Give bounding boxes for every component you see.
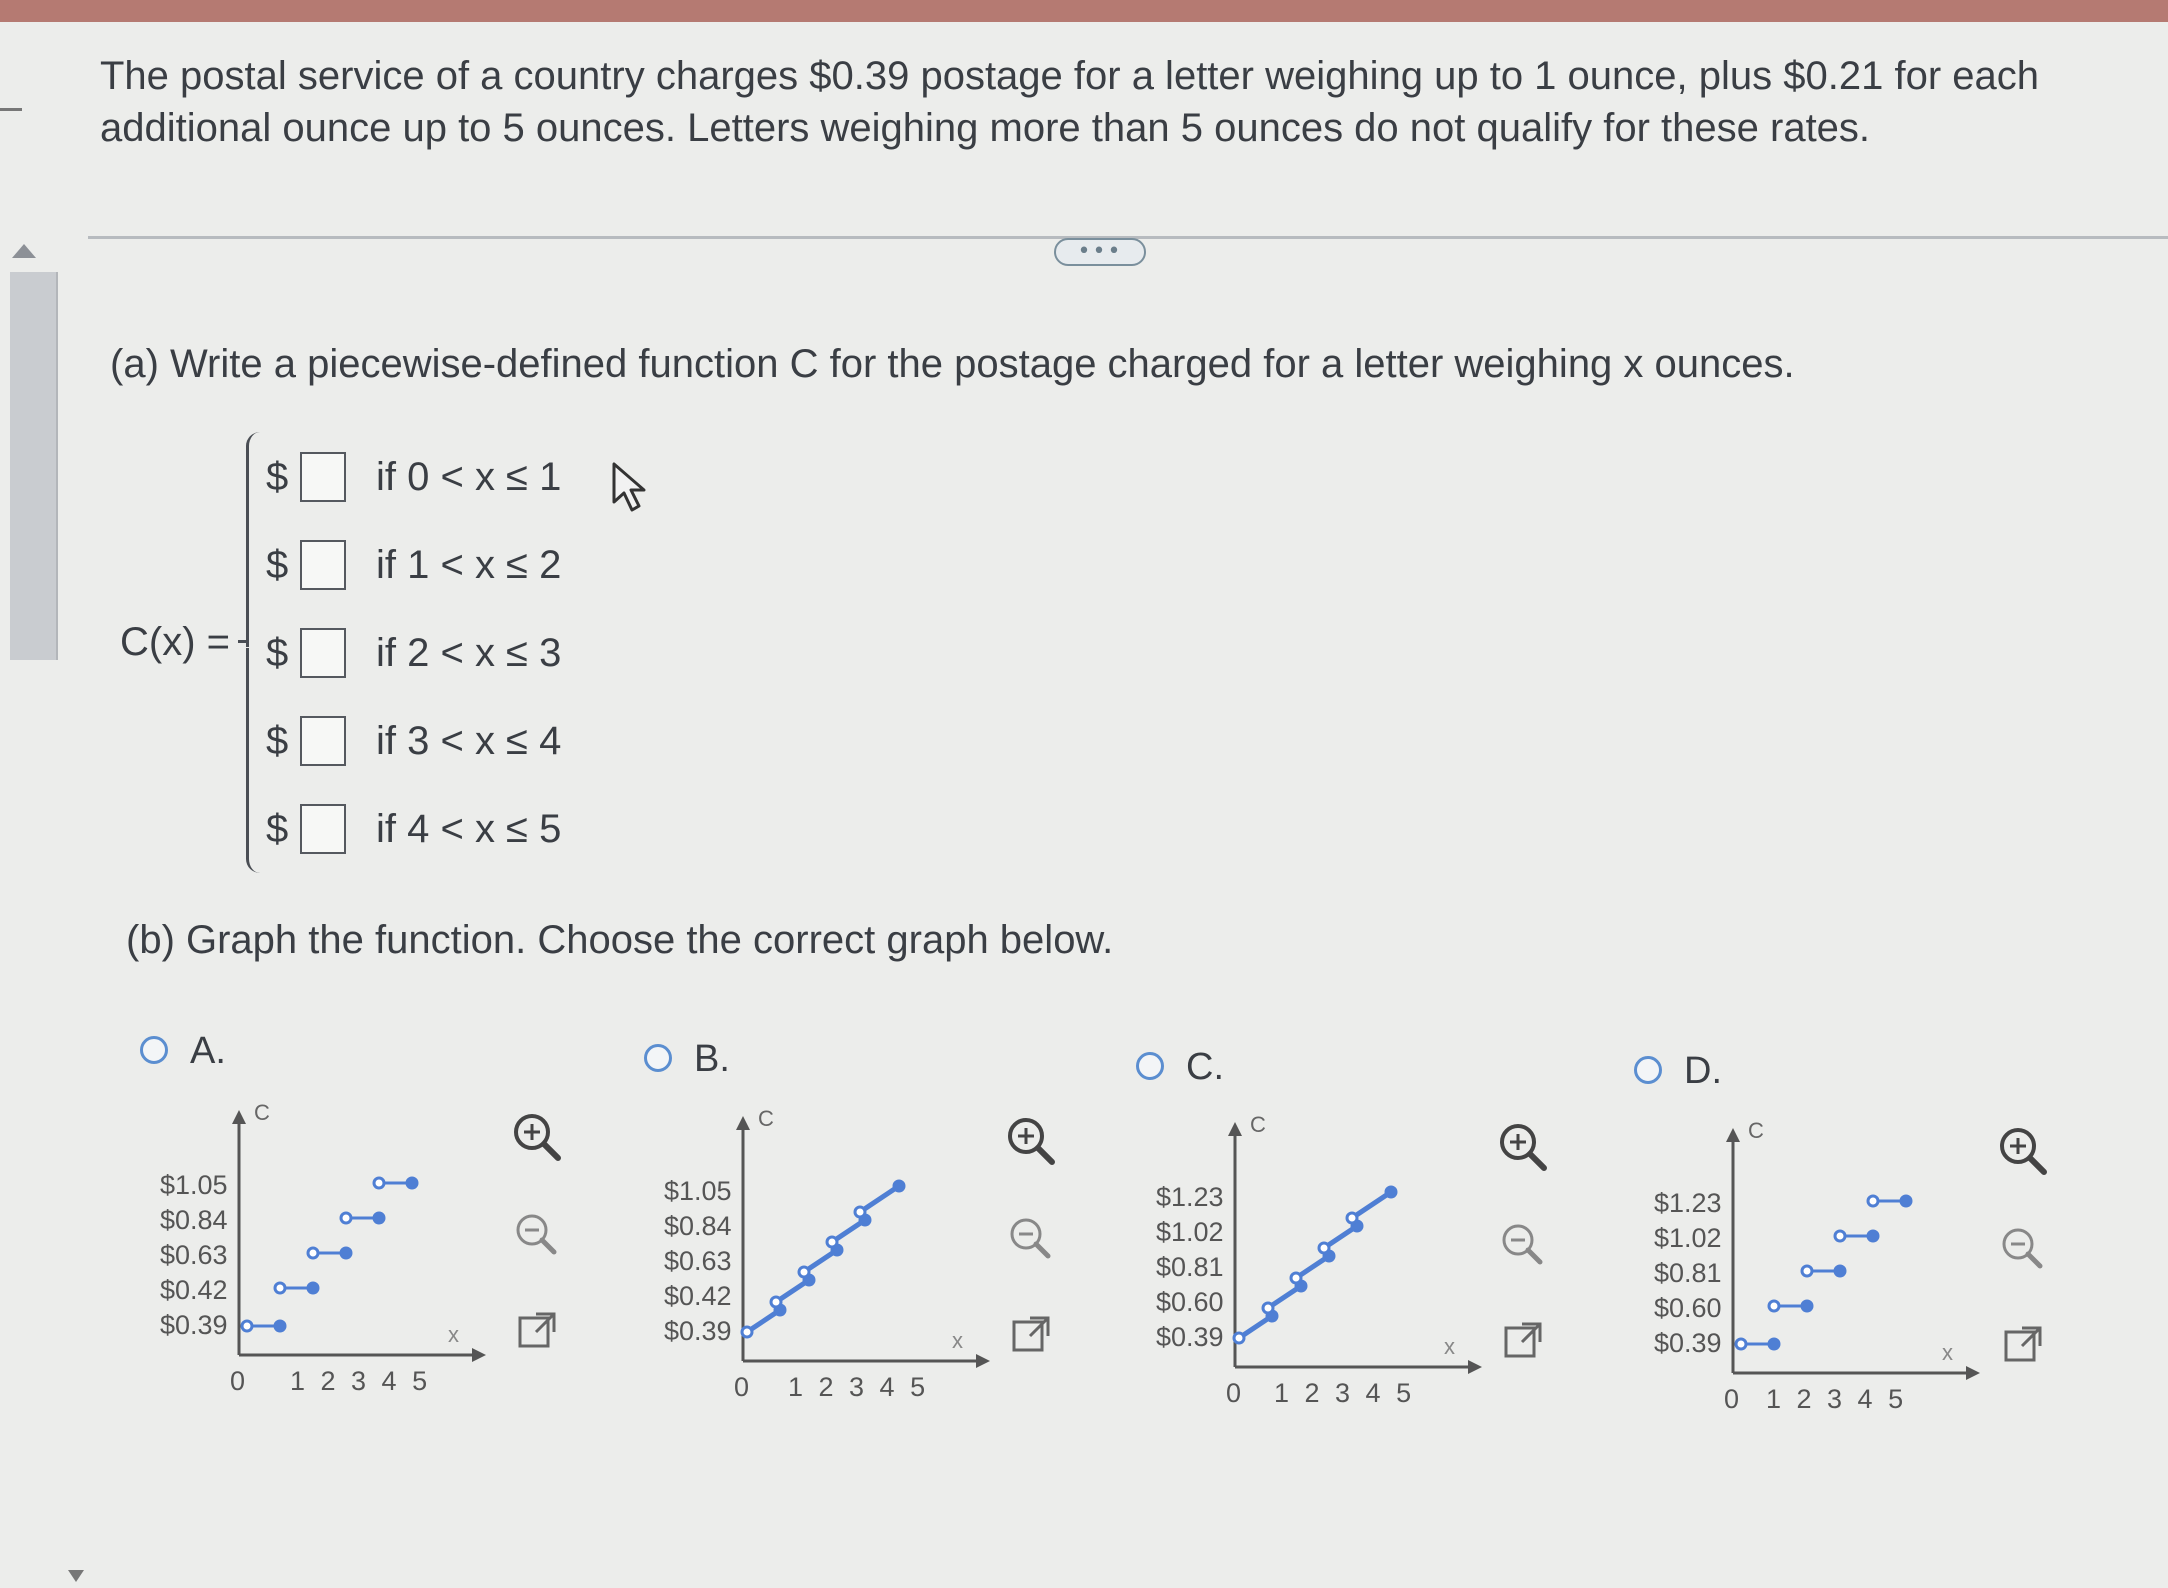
piece-row-1 [266, 447, 561, 507]
option-a-graph [150, 1090, 500, 1410]
scrollbar-thumb[interactable] [10, 272, 58, 660]
origin-label: 0 [230, 1366, 246, 1396]
closed-endpoint [341, 1248, 351, 1258]
open-endpoint [341, 1213, 351, 1223]
piece-row-2 [266, 535, 561, 595]
open-endpoint [308, 1248, 318, 1258]
open-endpoint [1835, 1231, 1845, 1241]
closed-endpoint [1386, 1187, 1396, 1197]
y-tick-label: $1.02 [1156, 1217, 1224, 1247]
answer-box-5[interactable] [300, 804, 346, 854]
y-tick-label: $0.84 [160, 1205, 228, 1235]
dollar-sign: $ [266, 454, 289, 499]
y-axis-letter: C [1250, 1112, 1266, 1137]
x-tick-labels: 1 2 3 4 5 [290, 1366, 432, 1396]
y-tick-label: $0.39 [1654, 1328, 1722, 1358]
y-tick-label: $1.23 [1654, 1188, 1722, 1218]
open-endpoint [1347, 1213, 1357, 1223]
option-c-radio[interactable] [1136, 1052, 1164, 1080]
y-tick-label: $1.05 [664, 1176, 732, 1206]
option-d-graph [1644, 1108, 1994, 1428]
x-tick-labels: 1 2 3 4 5 [1766, 1384, 1908, 1414]
zoom-in-icon[interactable] [508, 1108, 564, 1164]
x-axis-arrow [472, 1348, 486, 1362]
dollar-sign: $ [266, 718, 289, 763]
open-endpoint [799, 1267, 809, 1277]
dollar-sign: $ [266, 630, 289, 675]
closed-endpoint [1868, 1231, 1878, 1241]
open-endpoint [855, 1207, 865, 1217]
open-endpoint [827, 1237, 837, 1247]
condition-3: if 2 < x ≤ 3 [376, 630, 562, 675]
brace [246, 432, 260, 647]
zoom-out-icon[interactable] [1496, 1218, 1546, 1268]
slanted-segment [860, 1186, 899, 1212]
y-tick-label: $0.60 [1156, 1287, 1224, 1317]
y-axis-arrow [736, 1116, 750, 1130]
y-axis-letter: C [1748, 1118, 1764, 1143]
open-in-new-window-icon[interactable] [1500, 1318, 1546, 1364]
closed-endpoint [1901, 1196, 1911, 1206]
x-axis-arrow [1468, 1360, 1482, 1374]
open-endpoint [1736, 1339, 1746, 1349]
function-label: C(x) = [120, 620, 230, 664]
open-endpoint [1234, 1333, 1244, 1343]
condition-2: if 1 < x ≤ 2 [376, 542, 562, 587]
open-endpoint [1868, 1196, 1878, 1206]
scroll-down-arrow-icon[interactable] [68, 1570, 84, 1582]
option-a-radio[interactable] [140, 1036, 168, 1064]
answer-box-3[interactable] [300, 628, 346, 678]
option-c-label: C. [1186, 1046, 1224, 1088]
question-text: The postal service of a country charges $0.39 postage for a letter weighing up to 1 ounce, plus $0.21 for each additional ounce up to 5 ounces. Letters weighing more than 5 ounces do not qualify for these rates. [100, 54, 2039, 150]
open-in-new-window-icon[interactable] [1008, 1312, 1054, 1358]
y-tick-label: $0.84 [664, 1211, 732, 1241]
option-c-graph [1146, 1102, 1496, 1422]
more-options-button[interactable]: ••• [1054, 238, 1146, 266]
part-b-prompt: (b) Graph the function. Choose the correct graph below. [126, 918, 1114, 962]
closed-endpoint [894, 1181, 904, 1191]
open-in-new-window-icon[interactable] [514, 1308, 560, 1354]
closed-endpoint [308, 1283, 318, 1293]
dollar-sign: $ [266, 542, 289, 587]
open-in-new-window-icon[interactable] [2000, 1322, 2046, 1368]
answer-box-4[interactable] [300, 716, 346, 766]
y-tick-label: $0.42 [160, 1275, 228, 1305]
zoom-out-icon[interactable] [1004, 1212, 1054, 1262]
open-endpoint [742, 1327, 752, 1337]
y-tick-label: $1.23 [1156, 1182, 1224, 1212]
brace [246, 648, 260, 873]
x-axis-letter: x [1444, 1334, 1455, 1359]
origin-label: 0 [734, 1372, 750, 1402]
zoom-in-icon[interactable] [1494, 1118, 1550, 1174]
x-tick-labels: 1 2 3 4 5 [788, 1372, 930, 1402]
piece-row-4 [266, 711, 561, 771]
y-tick-label: $1.05 [160, 1170, 228, 1200]
open-endpoint [1802, 1266, 1812, 1276]
y-tick-label: $1.02 [1654, 1223, 1722, 1253]
x-axis-letter: x [1942, 1340, 1953, 1365]
open-endpoint [242, 1321, 252, 1331]
closed-endpoint [1769, 1339, 1779, 1349]
y-tick-label: $0.81 [1654, 1258, 1722, 1288]
origin-label: 0 [1226, 1378, 1242, 1408]
open-endpoint [1319, 1243, 1329, 1253]
origin-label: 0 [1724, 1384, 1740, 1414]
closed-endpoint [275, 1321, 285, 1331]
x-axis-arrow [976, 1354, 990, 1368]
option-a-label: A. [190, 1030, 226, 1072]
closed-endpoint [407, 1178, 417, 1188]
y-axis-letter: C [254, 1100, 270, 1125]
option-d-label: D. [1684, 1050, 1722, 1092]
piece-row-3 [266, 623, 561, 683]
zoom-in-icon[interactable] [1994, 1122, 2050, 1178]
y-tick-label: $0.39 [664, 1316, 732, 1346]
zoom-out-icon[interactable] [1996, 1222, 2046, 1272]
y-axis-arrow [1228, 1122, 1242, 1136]
piece-row-5 [266, 799, 561, 859]
condition-1: if 0 < x ≤ 1 [376, 454, 562, 499]
brace-tip [238, 640, 248, 643]
closed-endpoint [1835, 1266, 1845, 1276]
closed-endpoint [374, 1213, 384, 1223]
x-axis-letter: x [448, 1322, 459, 1347]
condition-5: if 4 < x ≤ 5 [376, 806, 562, 851]
y-tick-label: $0.39 [160, 1310, 228, 1340]
option-b-radio[interactable] [644, 1044, 672, 1072]
y-tick-label: $0.39 [1156, 1322, 1224, 1352]
open-endpoint [275, 1283, 285, 1293]
answer-box-1[interactable] [300, 452, 346, 502]
part-a-prompt: (a) Write a piecewise-defined function C for the postage charged for a letter weighing x ounces. [110, 342, 1795, 386]
y-tick-label: $0.63 [664, 1246, 732, 1276]
answer-box-2[interactable] [300, 540, 346, 590]
closed-endpoint [1802, 1301, 1812, 1311]
option-b-graph [654, 1096, 1004, 1416]
y-tick-label: $0.81 [1156, 1252, 1224, 1282]
option-d-radio[interactable] [1634, 1056, 1662, 1084]
open-endpoint [771, 1297, 781, 1307]
scroll-up-arrow-icon[interactable] [12, 244, 36, 258]
mouse-pointer-icon [610, 462, 656, 516]
dollar-sign: $ [266, 806, 289, 851]
left-edge-mark [0, 108, 22, 111]
x-tick-labels: 1 2 3 4 5 [1274, 1378, 1416, 1408]
y-axis-arrow [1726, 1128, 1740, 1142]
open-endpoint [1263, 1303, 1273, 1313]
x-axis-letter: x [952, 1328, 963, 1353]
top-bar [0, 0, 2168, 22]
condition-4: if 3 < x ≤ 4 [376, 718, 562, 763]
open-endpoint [1769, 1301, 1779, 1311]
y-axis-letter: C [758, 1106, 774, 1131]
zoom-out-icon[interactable] [510, 1208, 560, 1258]
y-axis-arrow [232, 1110, 246, 1124]
zoom-in-icon[interactable] [1002, 1112, 1058, 1168]
y-tick-label: $0.63 [160, 1240, 228, 1270]
open-endpoint [374, 1178, 384, 1188]
option-b-label: B. [694, 1038, 730, 1080]
slanted-segment [1352, 1192, 1391, 1218]
y-tick-label: $0.42 [664, 1281, 732, 1311]
x-axis-arrow [1966, 1366, 1980, 1380]
open-endpoint [1291, 1273, 1301, 1283]
y-tick-label: $0.60 [1654, 1293, 1722, 1323]
